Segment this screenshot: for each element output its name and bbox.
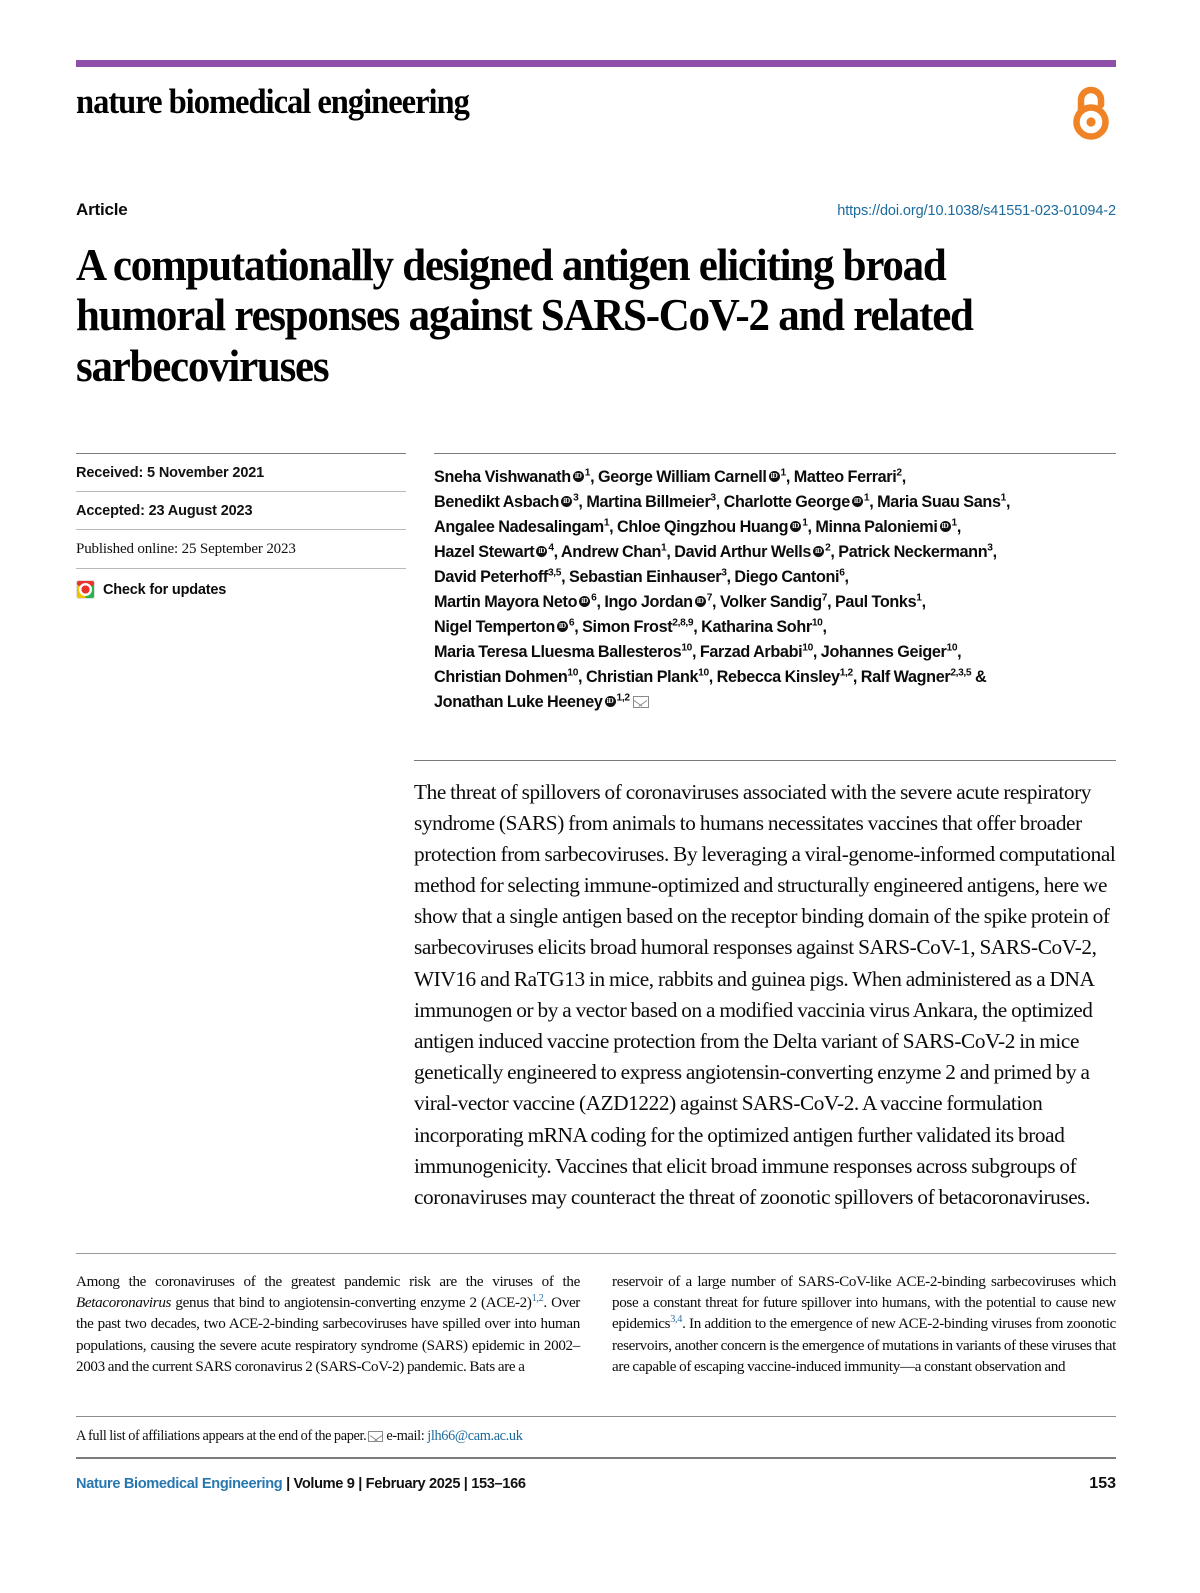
accepted-date: Accepted: 23 August 2023: [76, 503, 253, 520]
page-number: 153: [1089, 1474, 1116, 1492]
body-text-run: genus that bind to angiotensin-converting enzyme 2 (ACE-2): [171, 1295, 532, 1312]
footer-journal-name: Nature Biomedical Engineering: [76, 1475, 283, 1492]
author-line: Hazel Stewart iD $^4$, Andrew Chan$^1$, David Arthur Wells iD $^2$, Patrick Neckermann$^3$,: [434, 543, 997, 561]
body-text-run: Among the coronaviruses of the greatest pandemic risk are the viruses of the: [76, 1274, 580, 1291]
genus-name: Betacoronavirus: [76, 1295, 172, 1312]
meta-and-authors: [76, 453, 1116, 714]
email-icon: [368, 1431, 383, 1442]
author-list: [426, 453, 1116, 714]
affiliations-note: [76, 1417, 1116, 1457]
divider: [76, 1253, 1116, 1254]
citation-ref[interactable]: 3,4: [670, 1314, 683, 1326]
orcid-icon[interactable]: [813, 546, 824, 557]
author-names: [434, 454, 1116, 714]
article-bar: [76, 200, 1116, 220]
crossmark-icon: [76, 580, 95, 599]
author-line: Sneha Vishwanath iD $^1$, George William Carnell iD $^1$, Matteo Ferrari$^2$,: [434, 468, 906, 486]
body-text-run: reservoir of a large number of SARS-CoV-like ACE-2-binding sarbecoviruses which pose a constant threat for future spillover into humans, with the potential to cause new epidemics: [612, 1274, 1116, 1333]
received-date: Received: 5 November 2021: [76, 465, 265, 482]
abstract-section: [76, 760, 1116, 1214]
corresponding-author-email-icon[interactable]: [633, 696, 649, 708]
abstract-text: The threat of spillovers of coronaviruses associated with the severe acute respiratory syndrome (SARS) from animals to humans necessitates vaccines that offer broader protection from sarbecoviruses. By leveraging a viral-genome-informed computational method for selecting immune-optimized and structurally engineered antigens, here we show that a single antigen based on the receptor binding domain of the spike protein of sarbecoviruses elicits broad humoral responses against SARS-CoV-1, SARS-CoV-2, WIV16 and RaTG13 in mice, rabbits and guinea pigs. When administered as a DNA immunogen or by a vector based on a modified vaccinia virus Ankara, the optimized antigen induced vaccine protection from the Delta variant of SARS-CoV-2 in mice genetically engineered to express angiotensin-converting enzyme 2 and primed by a viral-vector vaccine (AZD1222) against SARS-CoV-2. A vaccine formulation incorporating mRNA coding for the optimized antigen further validated its broad immunogenicity. Vaccines that elicit broad immune responses across subgroups of coronaviruses may counteract the threat of zoonotic spillovers of betacoronaviruses.: [414, 779, 1116, 1209]
body-column-right: [612, 1272, 1116, 1378]
affiliations-text: A full list of affiliations appears at the end of the paper.: [76, 1427, 367, 1444]
author-line: Jonathan Luke Heeney iD $^{1,2}$: [434, 693, 649, 711]
orcid-icon[interactable]: [769, 471, 780, 482]
page-footer: [76, 1459, 1116, 1493]
publication-history: [76, 453, 426, 714]
citation-ref[interactable]: 1,2: [531, 1293, 544, 1305]
orcid-icon[interactable]: [573, 471, 584, 482]
orcid-icon[interactable]: [852, 496, 863, 507]
article-type-label: Article: [76, 200, 128, 219]
orcid-icon[interactable]: [561, 496, 572, 507]
author-line: Benedikt Asbach iD $^3$, Martina Billmeier$^3$, Charlotte George iD $^1$, Maria Suau Sans$^1$,: [434, 493, 1010, 511]
author-line: Nigel Temperton iD $^6$, Simon Frost$^{2,8,9}$, Katharina Sohr$^{10}$,: [434, 618, 827, 636]
orcid-icon[interactable]: [695, 596, 706, 607]
author-line: Christian Dohmen$^{10}$, Christian Plank$^{10}$, Rebecca Kinsley$^{1,2}$, Ralf Wagner$^{2,3,5}$ &: [434, 667, 987, 686]
orcid-icon[interactable]: [579, 596, 590, 607]
email-label: e-mail:: [386, 1427, 425, 1444]
page-title: A computationally designed antigen eliciting broad humoral responses against SARS-CoV-2 and related sarbecoviruses: [76, 240, 973, 391]
author-line: David Peterhoff$^{3,5}$, Sebastian Einhauser$^3$, Diego Cantoni$^6$,: [434, 567, 849, 586]
footer-citation: [76, 1476, 526, 1492]
doi-link[interactable]: https://doi.org/10.1038/s41551-023-01094-2: [837, 203, 1116, 219]
published-online-date: Published online: 25 September 2023: [76, 541, 296, 558]
open-access-lock-icon: [1068, 84, 1114, 145]
article-page: [76, 0, 1116, 1593]
body-text-run: . In addition to the emergence of new ACE-2-binding viruses from zoonotic reservoirs, another concern is the emergence of mutations in variants of these viruses that are capable of escaping vaccine-induced immunity—a constant observation and: [612, 1316, 1116, 1375]
body-text-run: . Over the past two decades, two ACE-2-binding sarbecoviruses have spilled over into human populations, causing the severe acute respiratory syndrome (SARS) epidemic in 2002–2003 and the current SARS coronavirus 2 (SARS-CoV-2) pandemic. Bats are a: [76, 1295, 581, 1375]
orcid-icon[interactable]: [536, 546, 547, 557]
author-line: Angalee Nadesalingam$^1$, Chloe Qingzhou Huang iD $^1$, Minna Paloniemi iD $^1$,: [434, 518, 961, 536]
orcid-icon[interactable]: [557, 621, 568, 632]
body-text: [76, 1272, 1116, 1378]
orcid-icon[interactable]: [605, 696, 616, 707]
abstract-gutter: [76, 760, 406, 1214]
author-line: Martin Mayora Neto iD $^6$, Ingo Jordan iD $^7$, Volker Sandig$^7$, Paul Tonks$^1$,: [434, 593, 926, 611]
brand-rule: [76, 60, 1116, 67]
author-line: Maria Teresa Lluesma Ballesteros$^{10}$, Farzad Arbabi$^{10}$, Johannes Geiger$^{10}$,: [434, 642, 962, 661]
check-for-updates-label: Check for updates: [103, 581, 227, 598]
footer-volume-info: | Volume 9 | February 2025 | 153–166: [286, 1475, 526, 1492]
masthead: [76, 67, 1116, 145]
corresponding-email-link[interactable]: jlh66@cam.ac.uk: [427, 1427, 523, 1444]
body-column-left: [76, 1272, 580, 1378]
check-for-updates-button[interactable]: [76, 569, 406, 599]
orcid-icon[interactable]: [940, 521, 951, 532]
orcid-icon[interactable]: [790, 521, 801, 532]
journal-title: nature biomedical engineering: [76, 82, 469, 121]
